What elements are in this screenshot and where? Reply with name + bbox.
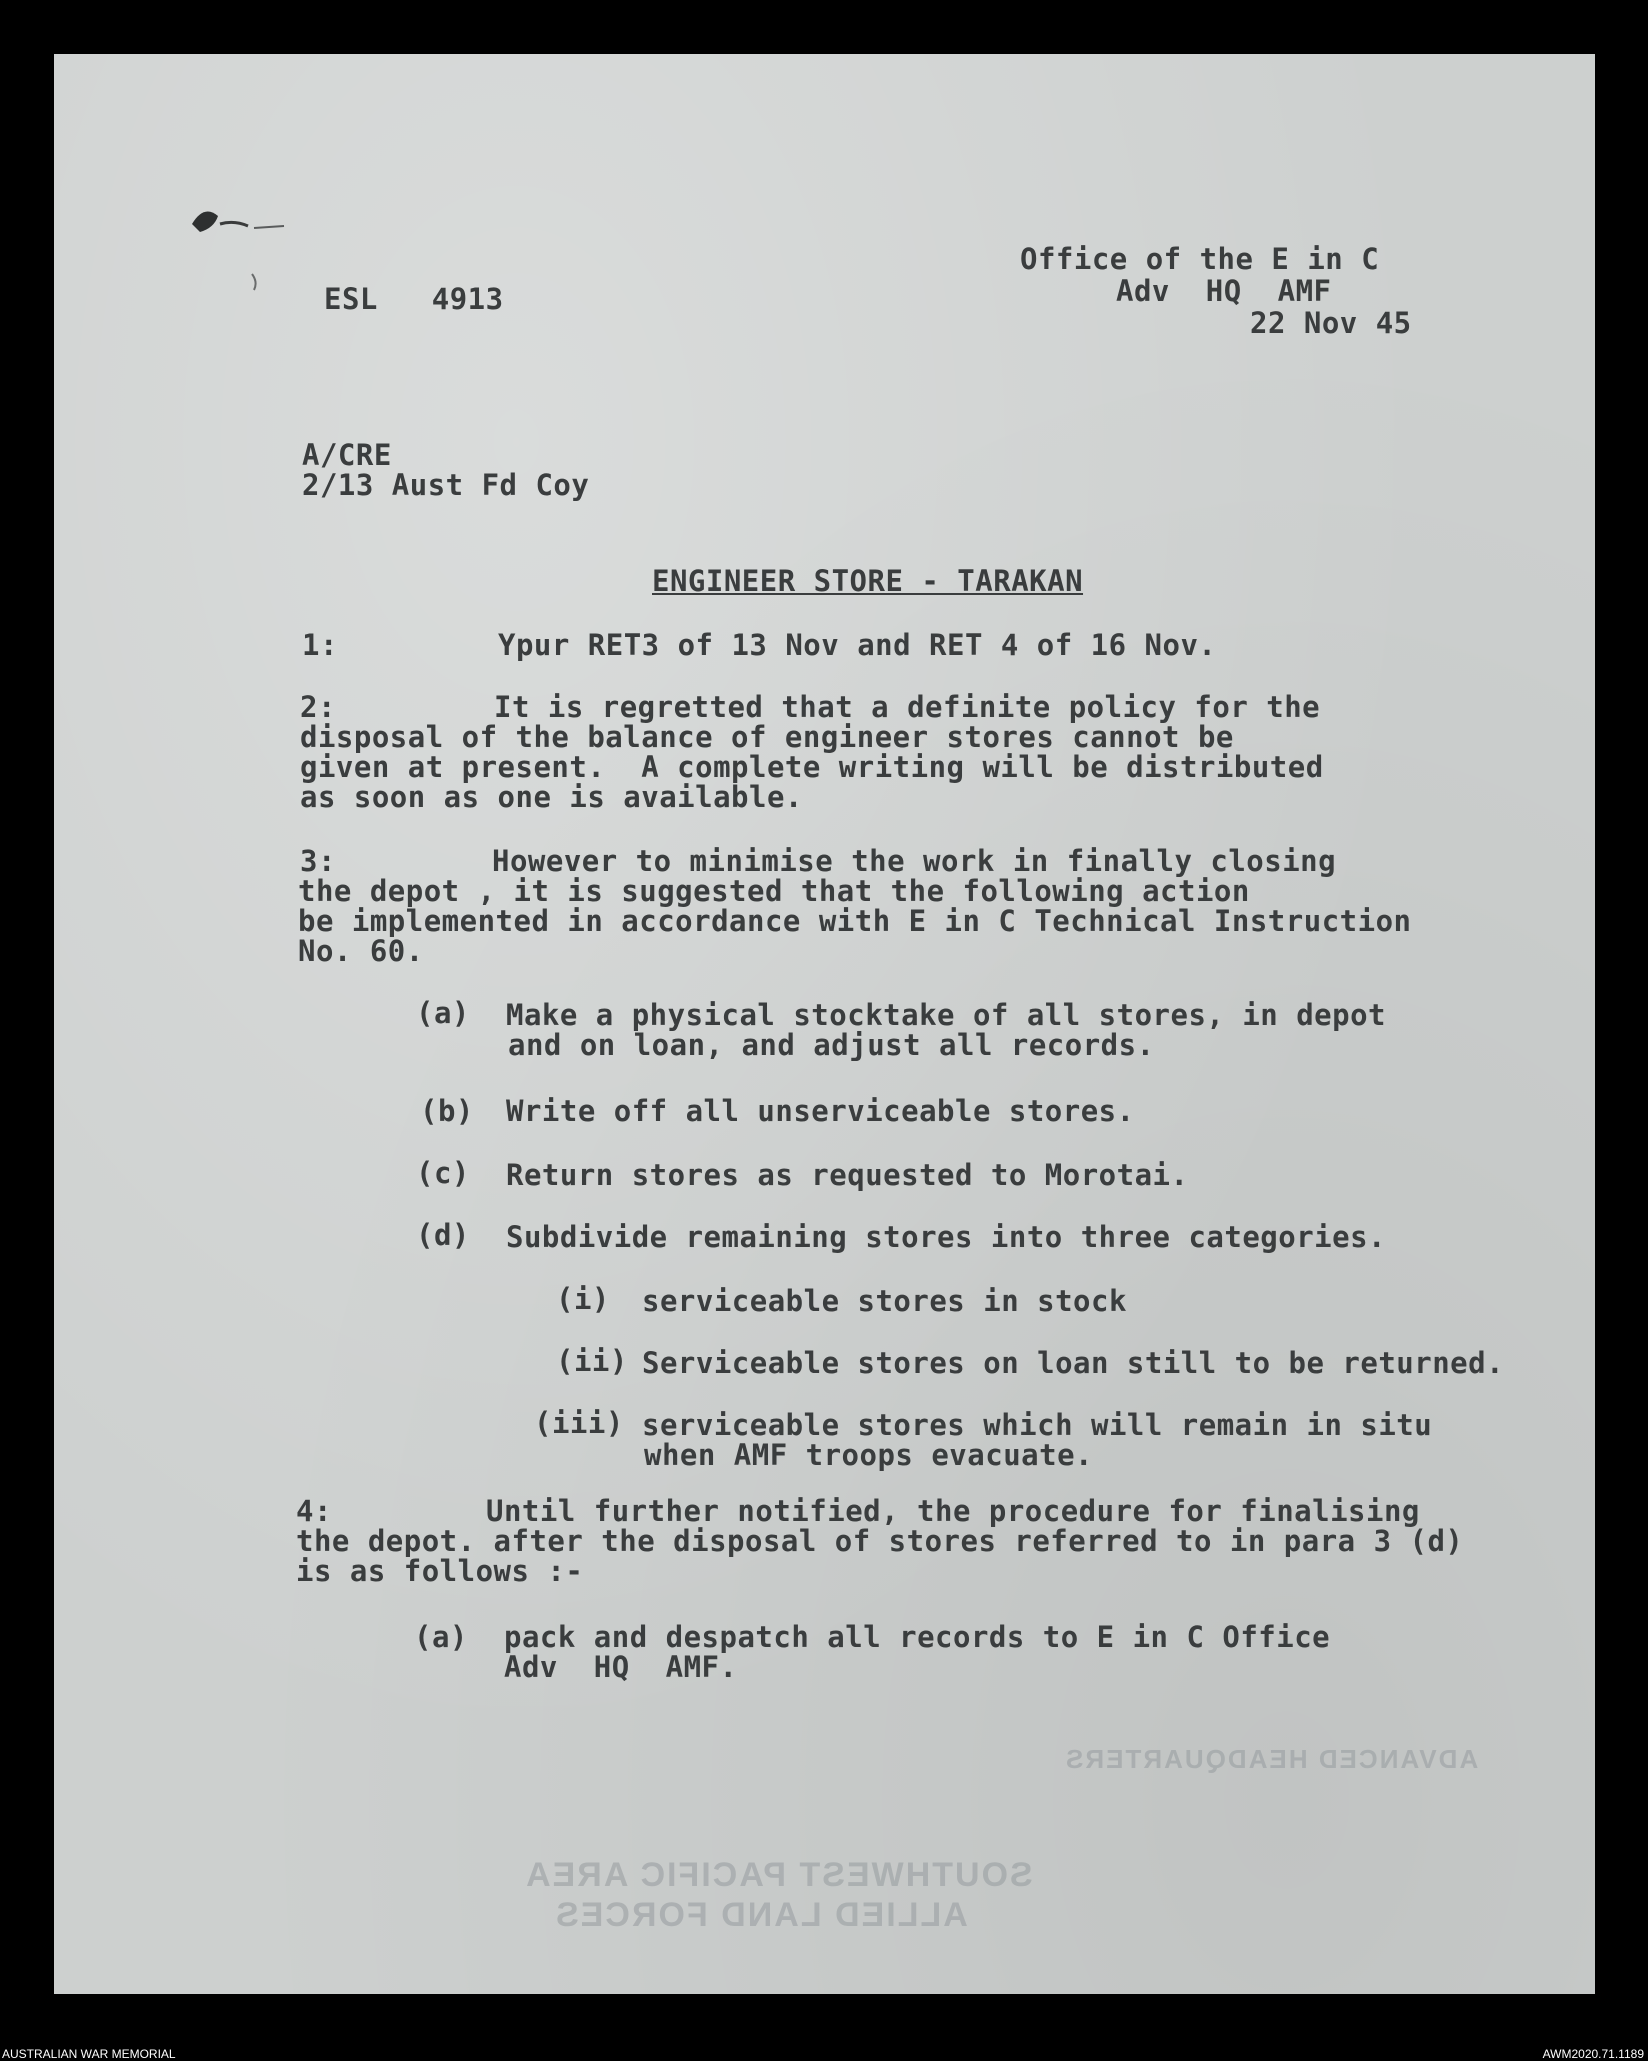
para-4-line: is as follows :-	[296, 1554, 584, 1588]
para-2-line: as soon as one is available.	[300, 780, 803, 814]
para-1-number: 1:	[302, 628, 338, 662]
para-4-item-a-label: (a)	[414, 1620, 468, 1654]
footer-archive-name: AUSTRALIAN WAR MEMORIAL	[2, 2047, 176, 2061]
item-a-line: and on loan, and adjust all records.	[508, 1028, 1155, 1062]
letter-date: 22 Nov 45	[1250, 306, 1412, 340]
para-4-item-a-line: pack and despatch all records to E in C Office	[504, 1620, 1331, 1654]
addressee-line-2: 2/13 Aust Fd Coy	[302, 468, 590, 502]
item-a-line: Make a physical stocktake of all stores, in depot	[506, 998, 1387, 1032]
reference-number: ESL 4913	[324, 282, 504, 316]
item-b-label: (b)	[420, 1094, 474, 1128]
office-line-2: Adv HQ AMF	[1116, 274, 1332, 308]
para-1-text: Ypur RET3 of 13 Nov and RET 4 of 16 Nov.	[498, 628, 1217, 662]
para-3-line: the depot , it is suggested that the following action	[298, 874, 1250, 908]
offset-stamp-line: ALLIED LAND FORCES	[554, 1896, 968, 1934]
item-c-text: Return stores as requested to Morotai.	[506, 1158, 1189, 1192]
ink-blot-mark	[174, 154, 294, 294]
item-a-label: (a)	[416, 996, 470, 1030]
office-line-1: Office of the E in C	[1020, 242, 1380, 276]
item-d-text: Subdivide remaining stores into three categories.	[506, 1220, 1387, 1254]
sub-item-i-label: (i)	[556, 1282, 610, 1316]
para-4-number: 4:	[296, 1494, 332, 1528]
sub-item-iii-line: when AMF troops evacuate.	[644, 1438, 1093, 1472]
para-4-item-a-line: Adv HQ AMF.	[504, 1650, 738, 1684]
sub-item-iii-line: serviceable stores which will remain in situ	[642, 1408, 1433, 1442]
para-4-line: Until further notified, the procedure for finalising	[486, 1494, 1420, 1528]
para-4-line: the depot. after the disposal of stores referred to in para 3 (d)	[296, 1524, 1464, 1558]
item-b-text: Write off all unserviceable stores.	[506, 1094, 1135, 1128]
item-c-label: (c)	[416, 1156, 470, 1190]
offset-stamp-line: ADVANCED HEADQUARTERS	[1064, 1744, 1479, 1774]
sub-item-iii-label: (iii)	[534, 1406, 624, 1440]
para-3-line: No. 60.	[298, 934, 424, 968]
para-3-line: be implemented in accordance with E in C Technical Instruction	[298, 904, 1412, 938]
sub-item-ii-label: (ii)	[556, 1344, 628, 1378]
para-3-number: 3:	[300, 844, 336, 878]
sub-item-i-text: serviceable stores in stock	[642, 1284, 1127, 1318]
para-2-line: disposal of the balance of engineer stores cannot be	[300, 720, 1234, 754]
para-2-line: given at present. A complete writing will be distributed	[300, 750, 1324, 784]
addressee-line-1: A/CRE	[302, 438, 392, 472]
sub-item-ii-text: Serviceable stores on loan still to be returned.	[642, 1346, 1505, 1380]
para-2-line: It is regretted that a definite policy for the	[494, 690, 1321, 724]
offset-stamp-line: SOUTHWEST PACIFIC AREA	[524, 1856, 1033, 1894]
footer-accession-number: AWM2020.71.1189	[1542, 2047, 1644, 2061]
para-2-number: 2:	[300, 690, 336, 724]
document-page	[54, 54, 1595, 1994]
item-d-label: (d)	[416, 1218, 470, 1252]
subject-heading: ENGINEER STORE - TARAKAN	[652, 564, 1084, 598]
para-3-line: However to minimise the work in finally closing	[492, 844, 1337, 878]
